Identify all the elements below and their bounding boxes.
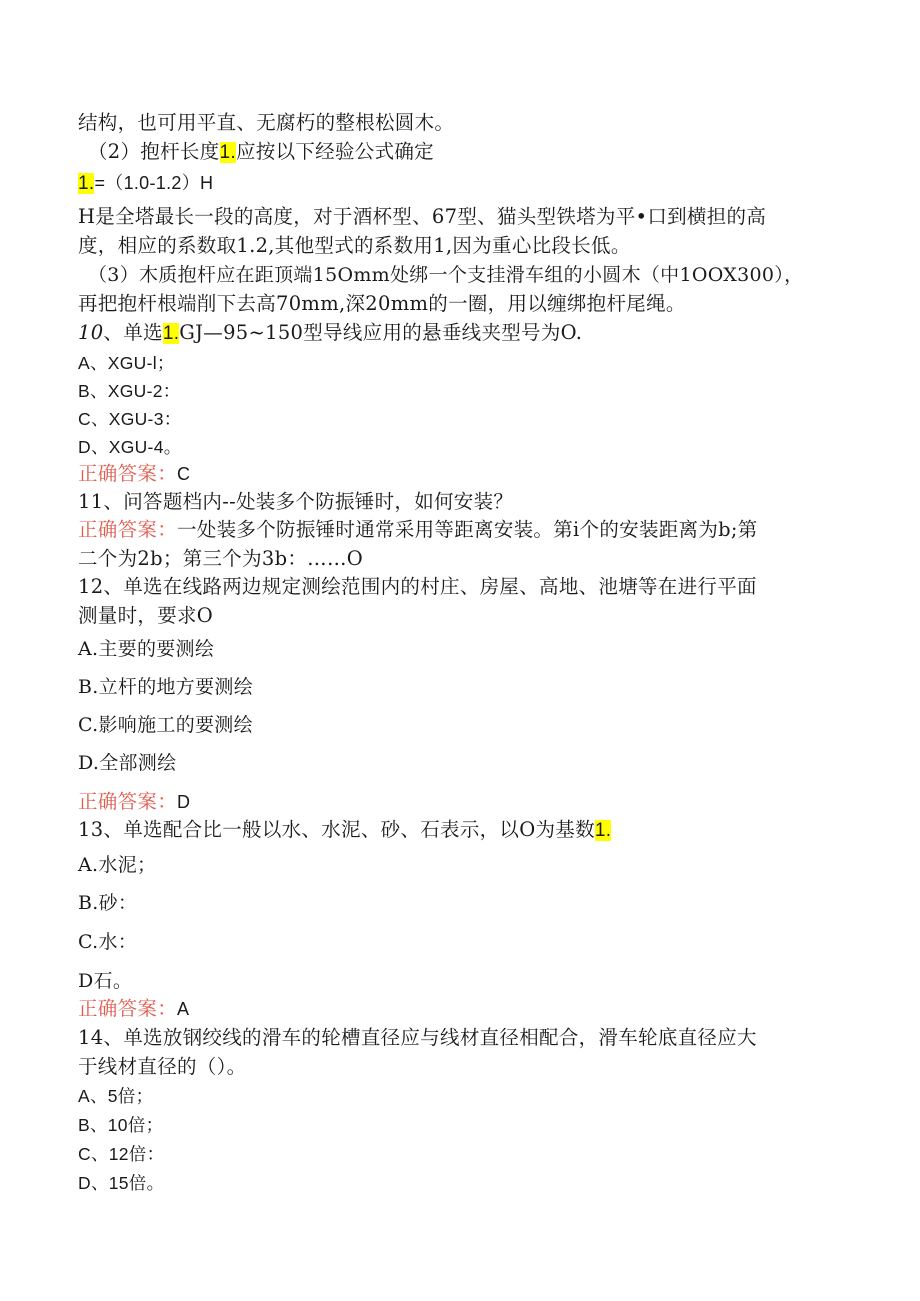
text: （2）抱杆长度 [88, 140, 220, 163]
option-b: B.立杆的地方要测绘 [78, 676, 254, 698]
highlight-mark: 1. [162, 323, 180, 344]
text: 结构，也可用平直、无腐朽的整根松圆木。 [78, 111, 455, 134]
answer-continuation: 二个为2b；第三个为3b：……O [78, 547, 364, 570]
option-c: C.水： [78, 931, 138, 953]
question-stem-continuation: 于线材直径的（）。 [78, 1055, 247, 1078]
text: 度，相应的系数取1.2,其他型式的系数用1,因为重心比段长低。 [78, 234, 631, 257]
paragraph-line [88, 139, 434, 166]
option-a: A.主要的要测绘 [78, 638, 215, 660]
answer-line [78, 517, 758, 543]
question-stem: 14、单选放钢绞线的滑车的轮槽直径应与线材直径相配合，滑车轮底直径应大 [78, 1026, 757, 1049]
question-stem: 12、单选在线路两边规定测绘范围内的村庄、房屋、高地、池塘等在进行平面 [78, 575, 757, 598]
option-c: C.影响施工的要测绘 [78, 714, 253, 736]
answer-value: A [177, 999, 190, 1019]
option-d: D石。 [78, 970, 133, 992]
text: GJ—95~150型导线应用的悬垂线夹型号为O. [179, 321, 583, 344]
paragraph-line [88, 262, 803, 288]
option-d: D.全部测绘 [78, 752, 177, 774]
option-c: C、XGU-3： [78, 409, 182, 429]
answer-label: 正确答案： [78, 790, 178, 813]
answer-label: 正确答案： [78, 997, 178, 1020]
question-stem [78, 817, 611, 844]
formula-line [78, 170, 213, 197]
option-d: D、15倍。 [78, 1173, 165, 1193]
answer-value: C [177, 464, 191, 484]
option-d: D、XGU-4。 [78, 437, 182, 457]
option-b: B、10倍； [78, 1115, 164, 1135]
option-b: B.砂： [78, 892, 138, 914]
highlight-mark: 1. [594, 820, 612, 841]
answer-line [78, 996, 189, 1022]
option-b: B、XGU-2： [78, 381, 181, 401]
answer-line [78, 789, 190, 815]
paragraph-line [78, 204, 766, 230]
text: H是全塔最长一段的高度，对于酒杯型、67型、猫头型铁塔为平•口到横担的高 [78, 205, 767, 228]
text: 应按以下经验公式确定 [235, 140, 434, 163]
text: 再把抱杆根端削下去高70mm,深20mm的一圈，用以缠绑抱杆尾绳。 [78, 292, 686, 315]
option-a: A.水泥； [78, 854, 157, 876]
answer-label: 正确答案： [78, 462, 178, 485]
answer-text: 一处装多个防振锤时通常采用等距离安装。第i个的安装距离为b;第 [177, 518, 758, 541]
option-a: A、5倍； [78, 1086, 154, 1106]
paragraph-line [78, 110, 454, 136]
answer-label: 正确答案： [78, 518, 178, 541]
text: 13、单选配合比一般以水、水泥、砂、石表示，以O为基数 [78, 818, 595, 841]
highlight-mark: 1. [219, 142, 236, 163]
question-stem [78, 320, 582, 347]
text: （3）木质抱杆应在距顶端15Omm处绑一个支挂滑车组的小圆木（中1OOX300）， [88, 264, 804, 286]
formula-text: =（1.0-1.2）H [94, 173, 214, 193]
option-c: C、12倍： [78, 1144, 165, 1164]
answer-value: D [177, 792, 191, 812]
paragraph-line [78, 291, 686, 317]
paragraph-line [78, 233, 631, 259]
option-a: A、XGU-l； [78, 353, 175, 373]
question-stem-continuation: 测量时，要求O [78, 604, 214, 627]
highlight-mark: 1. [78, 173, 95, 194]
question-number: 10 [78, 321, 104, 344]
question-stem: 11、问答题档内--处装多个防振锤时，如何安装？ [78, 490, 514, 513]
answer-line [78, 461, 190, 487]
text: 、单选 [103, 321, 163, 344]
